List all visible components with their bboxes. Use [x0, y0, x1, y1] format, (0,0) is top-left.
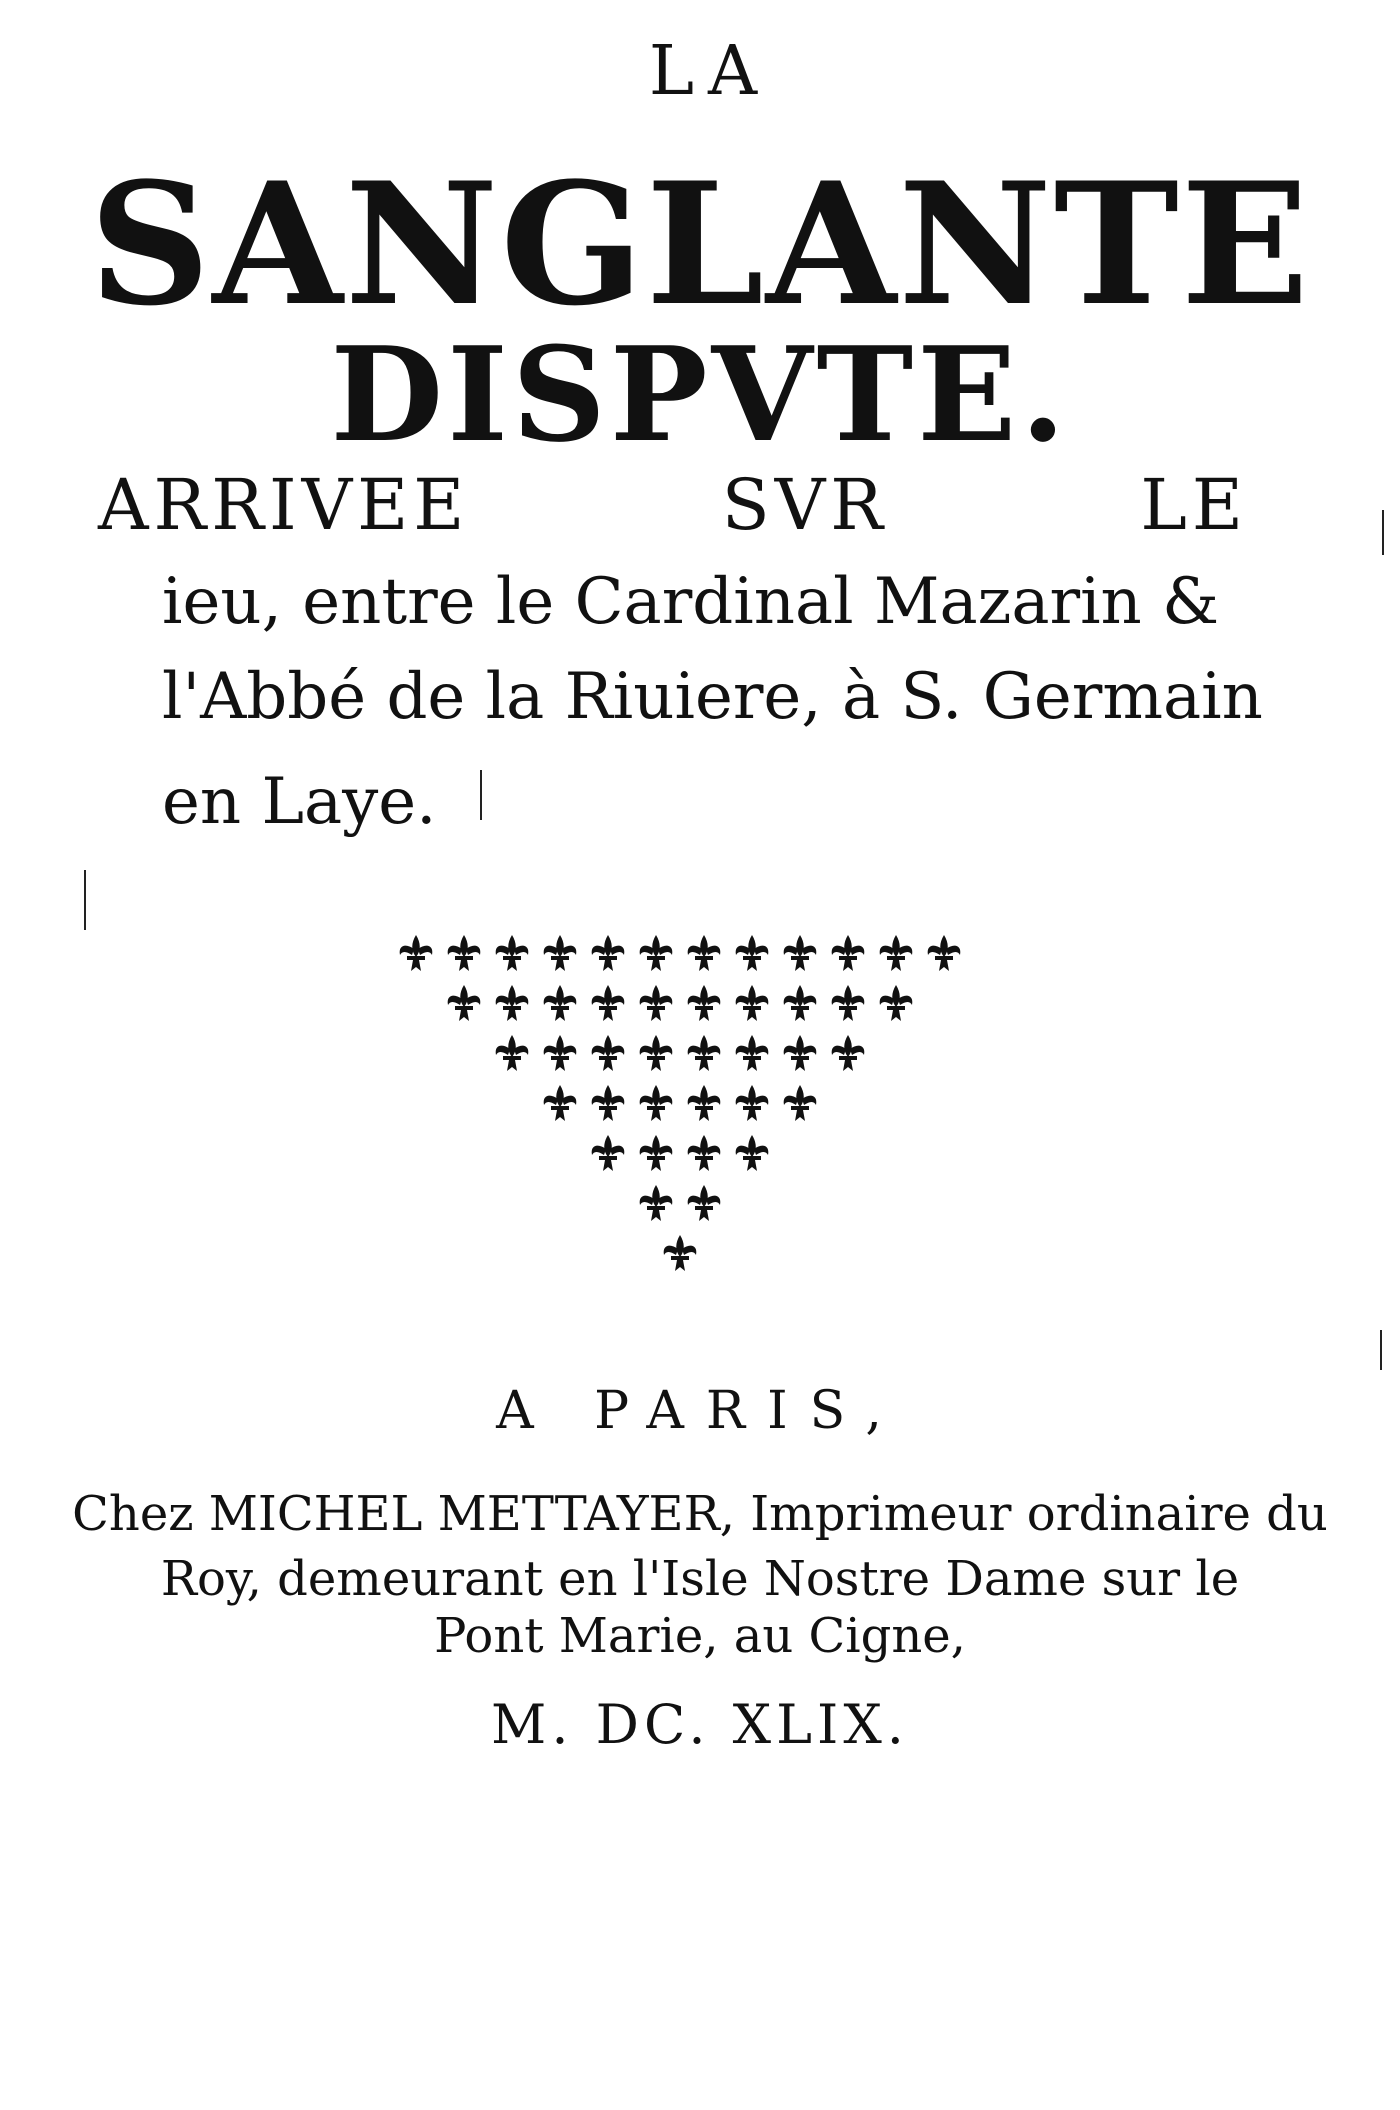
subtitle-word-1: ARRIVEE — [98, 464, 470, 546]
fleur-de-lis-icon — [592, 1035, 625, 1071]
fleur-de-lis-icon — [448, 985, 481, 1021]
fleur-de-lis-icon — [784, 985, 817, 1021]
fleur-de-lis-icon — [664, 1235, 697, 1271]
fleur-de-lis-icon — [832, 935, 865, 971]
fleur-de-lis-icon — [688, 935, 721, 971]
imprint-sign-line: Pont Marie, au Cigne, — [434, 1608, 966, 1664]
fleur-de-lis-icon — [784, 935, 817, 971]
fleur-de-lis-icon — [688, 985, 721, 1021]
subtitle-line-1: ieu, entre le Cardinal Mazarin & — [162, 565, 1220, 639]
fleur-de-lis-icon — [496, 935, 529, 971]
imprint-city: A PARIS, — [496, 1381, 904, 1441]
fleur-de-lis-icon — [736, 1135, 769, 1171]
fleur-de-lis-icon — [832, 985, 865, 1021]
title-second-word: DISPVTE. — [330, 318, 1070, 471]
subtitle-word-3: LE — [1140, 464, 1248, 546]
fleur-de-lis-icon — [640, 935, 673, 971]
fleur-de-lis-icon — [688, 1085, 721, 1121]
fleur-de-lis-icon — [640, 985, 673, 1021]
imprint-printer-line: Chez MICHEL METTAYER, Imprimeur ordinaire du — [72, 1486, 1328, 1542]
fleur-de-lis-icon — [736, 935, 769, 971]
fleur-de-lis-icon — [544, 1035, 577, 1071]
fleur-de-lis-icon — [736, 985, 769, 1021]
imprint-date: M. DC. XLIX. — [491, 1693, 909, 1756]
fleur-de-lis-icon — [640, 1035, 673, 1071]
imprint-address-line: Roy, demeurant en l'Isle Nostre Dame sur le — [160, 1551, 1240, 1607]
fleur-de-lis-ornament-icon — [380, 925, 980, 1275]
fleur-de-lis-icon — [640, 1135, 673, 1171]
fleur-de-lis-icon — [880, 935, 913, 971]
margin-mark — [84, 870, 86, 930]
subtitle-line-2: l'Abbé de la Riuiere, à S. Germain — [162, 660, 1263, 734]
fleur-de-lis-icon — [928, 935, 961, 971]
fleur-de-lis-icon — [496, 985, 529, 1021]
subtitle-line-3: en Laye. — [162, 765, 437, 839]
fleur-de-lis-icon — [640, 1185, 673, 1221]
fleur-de-lis-icon — [688, 1135, 721, 1171]
fleur-de-lis-icon — [736, 1035, 769, 1071]
fleur-de-lis-icon — [640, 1085, 673, 1121]
margin-mark — [1382, 510, 1384, 555]
fleur-de-lis-icon — [688, 1035, 721, 1071]
fleur-de-lis-icon — [400, 935, 433, 971]
fleur-de-lis-icon — [736, 1085, 769, 1121]
margin-mark — [1380, 1330, 1382, 1370]
margin-mark — [480, 770, 482, 820]
fleur-de-lis-icon — [592, 985, 625, 1021]
fleur-de-lis-icon — [784, 1035, 817, 1071]
fleur-de-lis-icon — [592, 935, 625, 971]
fleur-de-lis-icon — [688, 1185, 721, 1221]
fleur-de-lis-icon — [592, 1135, 625, 1171]
fleur-de-lis-icon — [544, 985, 577, 1021]
fleur-de-lis-icon — [784, 1085, 817, 1121]
title-article: LA — [648, 32, 772, 111]
fleur-de-lis-icon — [832, 1035, 865, 1071]
fleur-de-lis-icon — [592, 1085, 625, 1121]
fleur-de-lis-icon — [448, 935, 481, 971]
subtitle-word-2: SVR — [721, 464, 888, 546]
fleur-de-lis-icon — [496, 1035, 529, 1071]
subtitle-caps-line — [98, 464, 1248, 546]
fleur-de-lis-icon — [544, 1085, 577, 1121]
fleur-de-lis-icon — [544, 935, 577, 971]
title-main-word: SANGLANTE — [89, 145, 1311, 343]
fleur-de-lis-icon — [880, 985, 913, 1021]
